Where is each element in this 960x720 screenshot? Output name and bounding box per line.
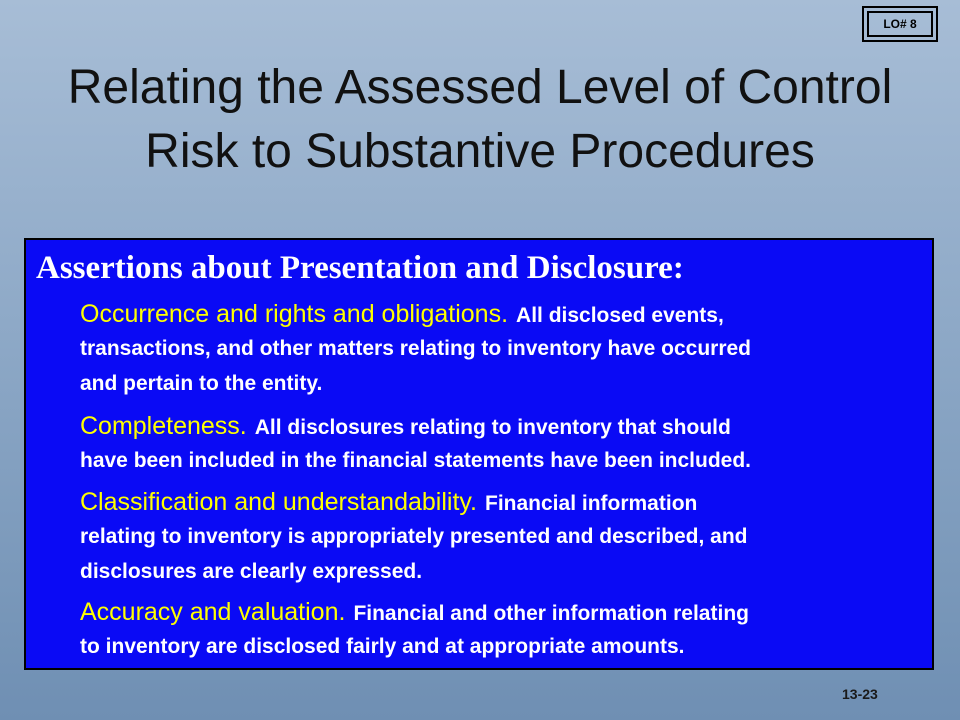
slide-title-line-1: Relating the Assessed Level of Control [67,61,893,114]
assertion-term: Accuracy and valuation. [80,598,346,626]
panel-heading: Assertions about Presentation and Disclosure: [36,250,684,286]
assertion-line: to inventory are disclosed fairly and at appropriate amounts. [80,635,685,658]
assertion-line [80,410,920,442]
assertion-classification [80,486,920,588]
assertion-occurrence [80,298,920,400]
slide-title-line-2: Risk to Substantive Procedures [145,125,815,178]
assertion-text: All disclosed events, [516,304,724,327]
assertion-line: transactions, and other matters relating to inventory have occurred [80,337,752,360]
lo-badge-label: LO# 8 [867,11,933,37]
assertion-line: and pertain to the entity. [80,372,323,395]
assertion-term: Completeness. [80,412,247,440]
assertion-accuracy [80,596,920,663]
assertion-line: have been included in the financial statements have been included. [80,449,752,472]
assertion-text: Financial and other information relating [353,602,749,625]
assertion-line: relating to inventory is appropriately presented and described, and [80,525,748,548]
assertion-line [80,596,920,628]
assertion-completeness [80,410,920,477]
page-number: 13-23 [842,686,878,702]
assertion-line [80,298,920,330]
assertion-line [80,486,920,518]
assertion-term: Occurrence and rights and obligations. [80,300,509,328]
lo-badge [862,6,938,42]
assertion-term: Classification and understandability. [80,488,477,516]
slide-title [0,56,960,184]
assertion-text: All disclosures relating to inventory that should [254,416,731,439]
assertion-text: Financial information [485,492,698,515]
assertions-panel [24,238,934,670]
assertion-line: disclosures are clearly expressed. [80,560,423,583]
